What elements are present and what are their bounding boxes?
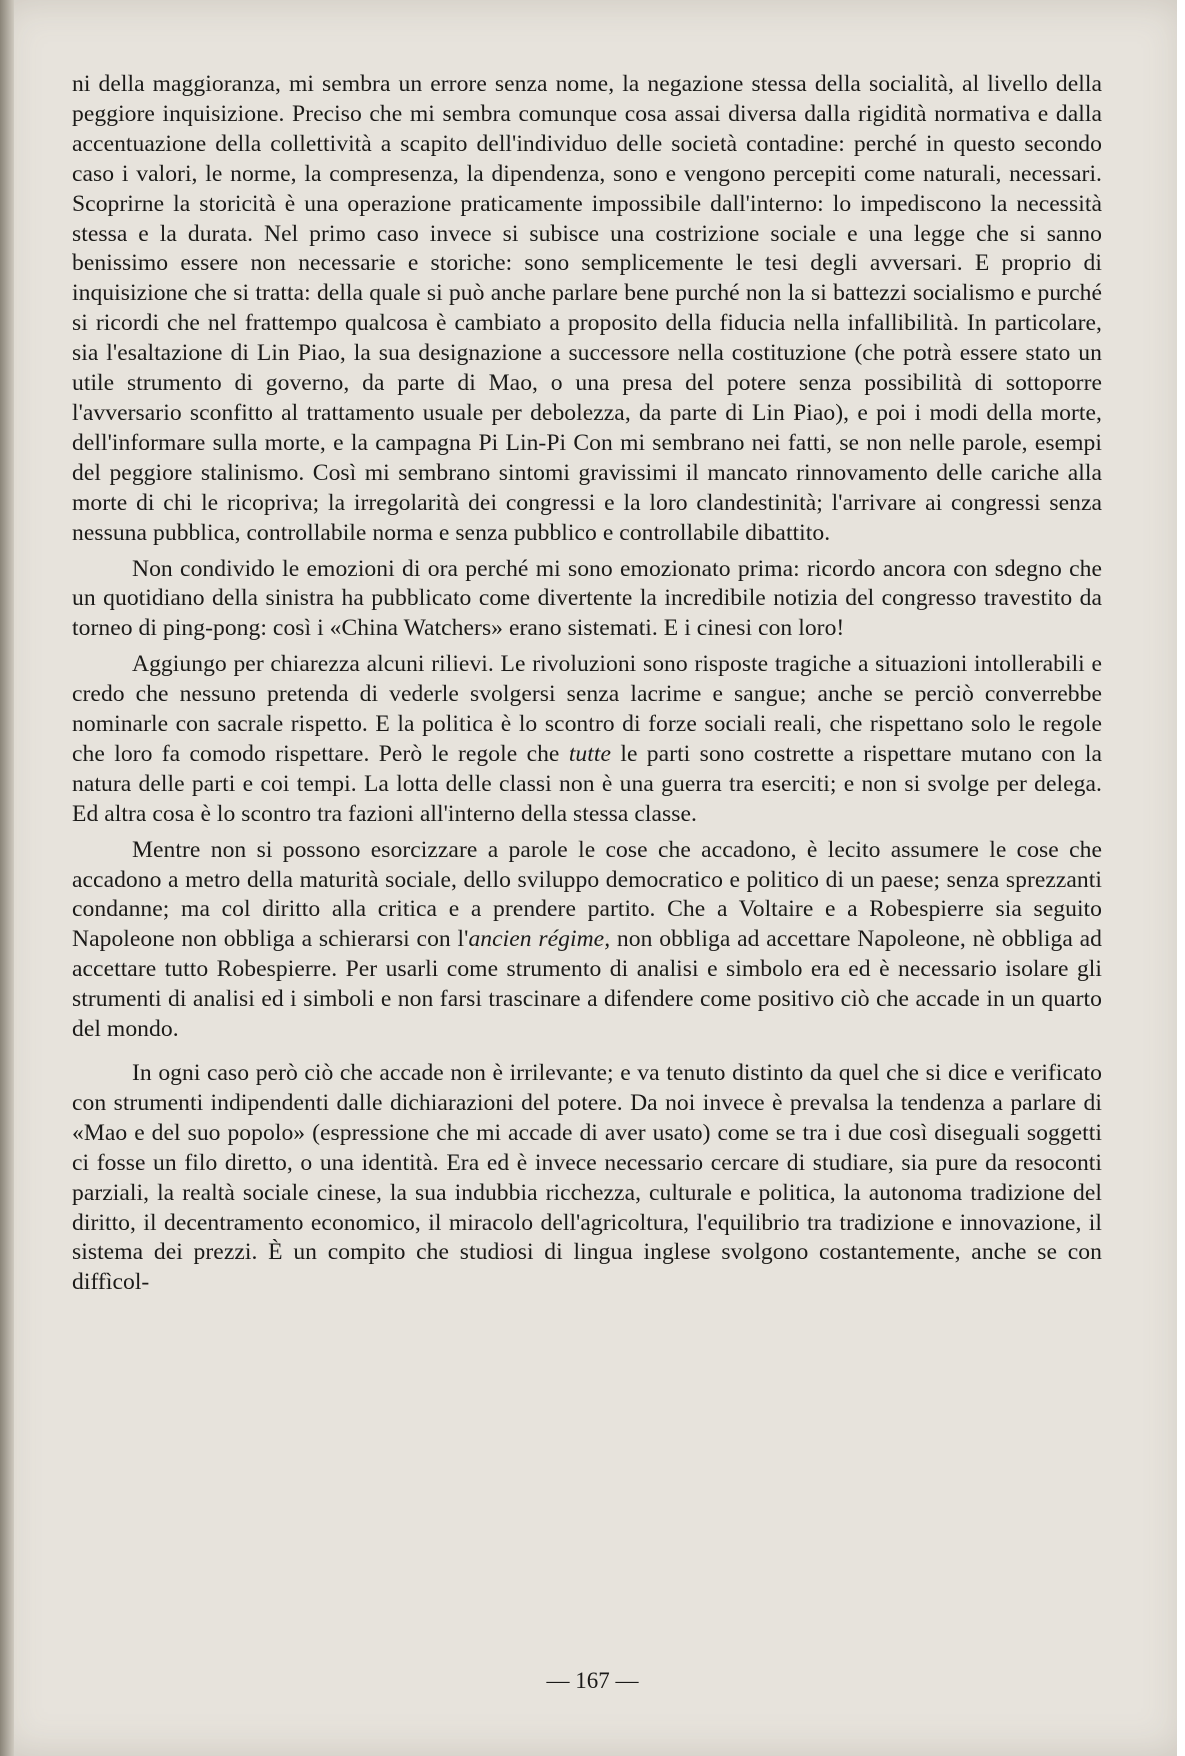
paragraph-3-italic: tutte bbox=[568, 740, 611, 767]
paragraph-3 bbox=[72, 650, 1102, 829]
paragraph-2: Non condivido le emozioni di ora perché mi sono emozionato prima: ricordo ancora con sdegno che un quotidiano della sinistra ha pubblicato come divertente la incredibile notizia del congresso travestito da torneo di ping-pong: così i «China Watchers» erano sistemati. E i cinesi con loro! bbox=[72, 555, 1102, 642]
page-right-margin bbox=[1177, 0, 1185, 1756]
paragraph-4-text-a: Mentre non si possono esorcizzare a parole le cose che accadono, è lecito assumere le cose che accadono a metro della maturità sociale, dello sviluppo democratico e politico di un paese; senza sprezzanti condanne; ma col diritto alla critica e a prendere partito. Che a Voltaire e a Robespierre sia seguito Napoleone non obbliga a schierarsi con l' bbox=[72, 836, 1102, 953]
paragraph-3-text-b: le parti sono costrette a rispettare mutano con la natura delle parti e coi tempi. La lotta delle classi non è una guerra tra eserciti; e non si svolge per delega. Ed altra cosa è lo scontro tra fazioni all'interno della stessa classe. bbox=[72, 740, 1102, 827]
paragraph-5: In ogni caso però ciò che accade non è irrilevante; e va tenuto distinto da quel che si dice e verificato con strumenti indipendenti dalle dichiarazioni del potere. Da noi invece è prevalsa la tendenza a parlare di «Mao e del suo popolo» (espressione che mi accade di aver usato) come se tra i due così diseguali soggetti ci fosse un filo diretto, o una identità. Era ed è invece necessario cercare di studiare, sia pure da resoconti parziali, la realtà sociale cinese, la sua indubbia ricchezza, culturale e politica, la autonoma tradizione del diritto, il decentramento economico, il miracolo dell'agricoltura, l'equilibrio tra tradizione e innovazione, il sistema dei prezzi. È un compito che studiosi di lingua inglese svolgono costantemente, anche se con diffìcol- bbox=[72, 1060, 1102, 1296]
paragraph-1: ni della maggioranza, mi sembra un errore senza nome, la negazione stessa della socialità, al livello della peggiore inquisizione. Preciso che mi sembra comunque cosa assai diversa dalla rigidità normativa e dalla accentuazione della collettività a scapito dell'individuo delle società contadine: perché in questo secondo caso i valori, le norme, la compresenza, la dipendenza, sono e vengono percepiti come naturali, necessari. Scoprirne la storicità è una operazione praticamente impossibile dall'interno: lo impediscono la necessità stessa e la durata. Nel primo caso invece si subisce una costrizione sociale e una legge che si sanno benissimo essere non necessarie e storiche: sono semplicemente le tesi degli avversari. E proprio di inquisizione che si tratta: della quale si può anche parlare bene purché non la si battezzi socialismo e purché si ricordi che nel frattempo qualcosa è cambiato a proposito della fiducia nella infallibilità. In particolare, sia l'esaltazione di Lin Piao, la sua designazione a successore nella costituzione (che potrà essere stato un utile strumento di governo, da parte di Mao, o una presa del potere senza possibilità di sottoporre l'avversario sconfitto al trattamento usuale per debolezza, da parte di Lin Piao), e poi i modi della morte, dell'informare sulla morte, e la campagna Pi Lin-Pi Con mi sembrano nei fatti, se non nelle parole, esempi del peggiore stalinismo. Così mi sembrano sintomi gravissimi il mancato rinnovamento delle cariche alla morte di chi le ricopriva; la irregolarità dei congressi e la loro clandestinità; l'arrivare ai congressi senza nessuna pubblica, controllabile norma e senza pubblico e controllabile dibattito. bbox=[72, 71, 1102, 546]
page-gutter-shadow bbox=[0, 0, 14, 1756]
paragraph-3-text-a: Aggiungo per chiarezza alcuni rilievi. Le rivoluzioni sono risposte tragiche a situazioni intollerabili e credo che nessuno pretenda di vederle svolgersi senza lacrime e sangue; anche se perciò converrebbe nominarle con sacrale rispetto. E la politica è lo scontro di forze sociali reali, che rispettano solo le regole che loro fa comodo rispettare. Però le regole che bbox=[72, 651, 1102, 767]
body-text bbox=[72, 70, 1102, 1298]
paragraph-4 bbox=[72, 836, 1102, 1045]
paragraph-4-italic: ancien régime, bbox=[468, 926, 611, 953]
paragraph-4-text-b: non obbliga ad accettare Napoleone, nè obbliga ad accettare tutto Robespierre. Per usarli come strumento di analisi e simbolo era ed è necessario isolare gli strumenti di analisi ed i simboli e non farsi trascinare a difendere come positivo ciò che accade in un quarto del mondo. bbox=[72, 926, 1102, 1043]
page-number: — 167 — bbox=[546, 1668, 639, 1693]
